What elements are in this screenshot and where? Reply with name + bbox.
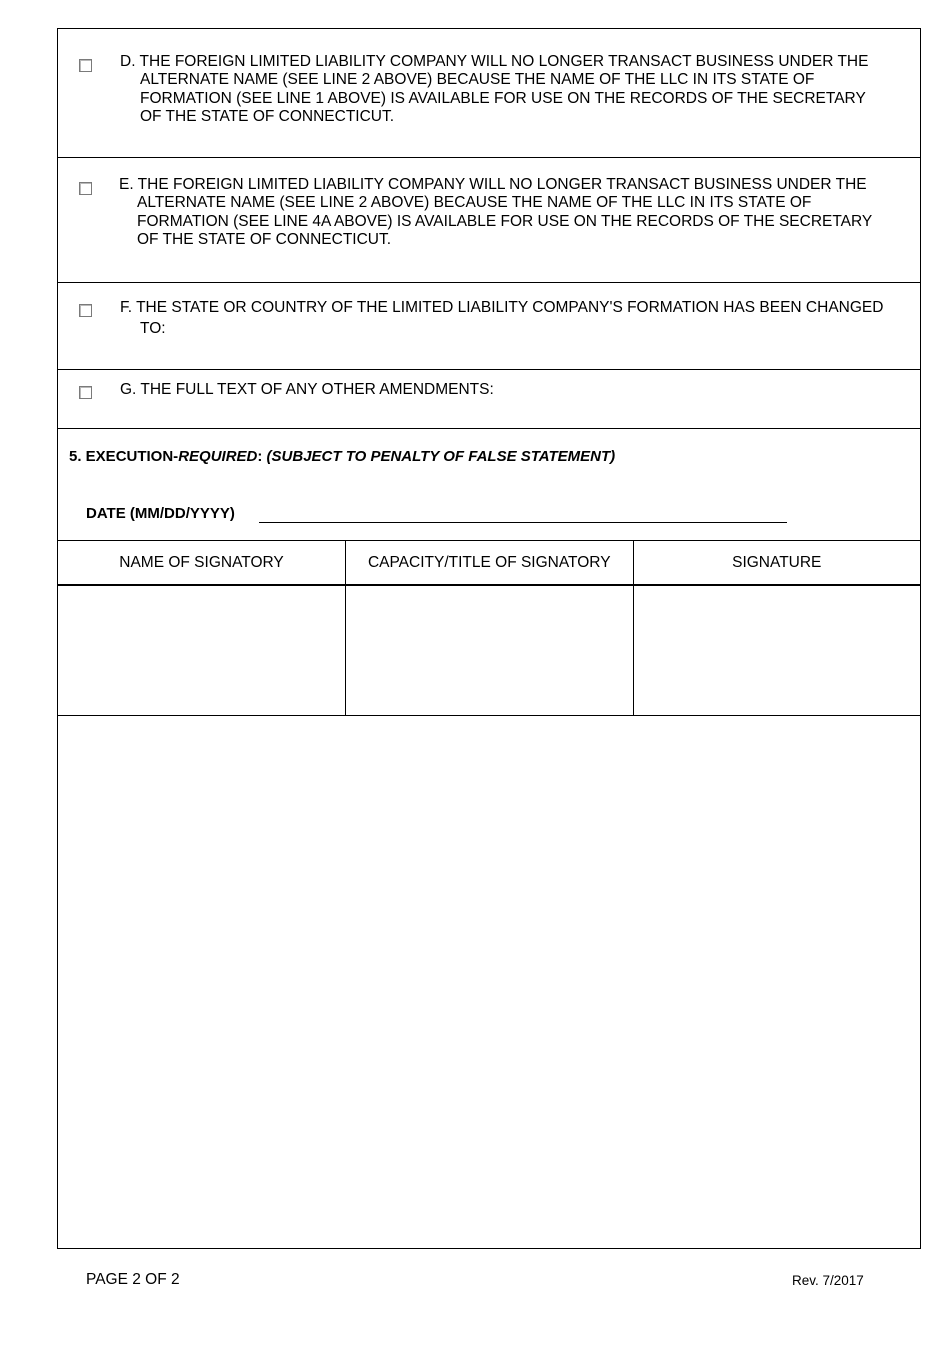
- column-header-signature: SIGNATURE: [633, 541, 921, 586]
- option-e-text: [119, 176, 872, 249]
- revision-label: Rev. 7/2017: [792, 1273, 864, 1288]
- execution-title-note: (SUBJECT TO PENALTY OF FALSE STATEMENT): [266, 448, 616, 465]
- option-d-line-2: ALTERNATE NAME (SEE LINE 2 ABOVE) BECAUSE THE NAME OF THE LLC IN ITS STATE OF: [140, 71, 815, 89]
- checkbox-option-d[interactable]: [79, 59, 92, 72]
- option-f-line-2: TO:: [140, 320, 166, 337]
- divider: [58, 282, 921, 283]
- checkbox-option-e[interactable]: [79, 182, 92, 195]
- signatory-capacity-cell[interactable]: [346, 585, 634, 716]
- checkbox-option-f[interactable]: [79, 304, 92, 317]
- date-input-line[interactable]: [259, 522, 787, 523]
- option-d-text: [120, 53, 868, 126]
- signatory-table-header: [58, 541, 921, 586]
- option-d-line-1: D. THE FOREIGN LIMITED LIABILITY COMPANY WILL NO LONGER TRANSACT BUSINESS UNDER THE: [120, 53, 869, 70]
- option-f-text: [120, 297, 883, 339]
- checkbox-option-g[interactable]: [79, 386, 92, 399]
- signatory-name-cell[interactable]: [58, 585, 346, 716]
- option-d-line-3: FORMATION (SEE LINE 1 ABOVE) IS AVAILABLE FOR USE ON THE RECORDS OF THE SECRETARY: [140, 89, 866, 107]
- page-number: PAGE 2 OF 2: [86, 1271, 180, 1288]
- divider: [58, 428, 921, 429]
- signatory-table: [58, 540, 921, 716]
- option-g-text: [120, 381, 494, 399]
- divider: [58, 157, 921, 158]
- option-d-line-4: OF THE STATE OF CONNECTICUT.: [140, 107, 395, 125]
- execution-section-title: [69, 448, 615, 465]
- column-header-capacity: CAPACITY/TITLE OF SIGNATORY: [346, 541, 634, 586]
- option-e-line-1: E. THE FOREIGN LIMITED LIABILITY COMPANY WILL NO LONGER TRANSACT BUSINESS UNDER THE: [119, 176, 867, 193]
- signatory-signature-cell[interactable]: [633, 585, 921, 716]
- execution-title-colon: :: [257, 448, 267, 465]
- form-frame: [57, 28, 921, 1249]
- option-e-line-4: OF THE STATE OF CONNECTICUT.: [137, 230, 392, 248]
- date-label: DATE (MM/DD/YYYY): [86, 505, 235, 522]
- option-e-line-3: FORMATION (SEE LINE 4A ABOVE) IS AVAILABLE FOR USE ON THE RECORDS OF THE SECRETARY: [137, 212, 873, 230]
- option-f-line-1: F. THE STATE OR COUNTRY OF THE LIMITED LIABILITY COMPANY'S FORMATION HAS BEEN CHANGED: [120, 299, 884, 316]
- option-g-line-1: G. THE FULL TEXT OF ANY OTHER AMENDMENTS:: [120, 381, 494, 398]
- execution-title-required: REQUIRED: [178, 448, 258, 465]
- execution-title-prefix: 5. EXECUTION-: [69, 448, 179, 465]
- column-header-name: NAME OF SIGNATORY: [58, 541, 346, 586]
- option-e-line-2: ALTERNATE NAME (SEE LINE 2 ABOVE) BECAUSE THE NAME OF THE LLC IN ITS STATE OF: [137, 194, 812, 212]
- table-row: [58, 585, 921, 716]
- divider: [58, 369, 921, 370]
